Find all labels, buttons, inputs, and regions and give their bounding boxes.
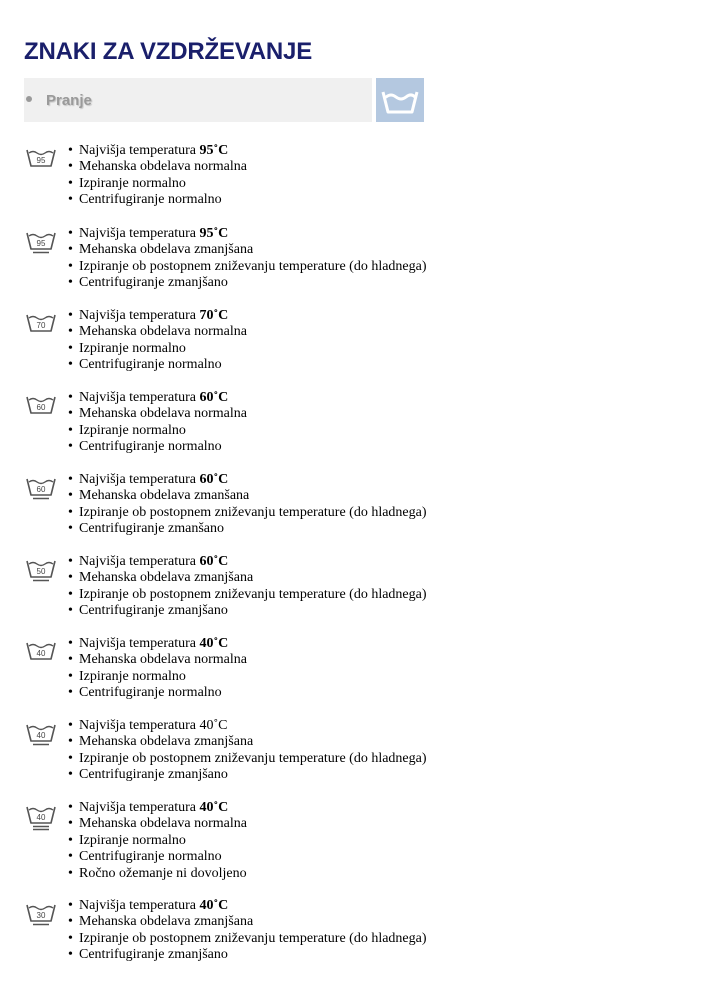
care-instruction-item (68, 652, 247, 668)
care-instruction-item (68, 439, 247, 455)
instruction-text: Izpiranje ob postopnem zniževanju temperature (do hladnega) (79, 586, 427, 602)
temperature-value: 95˚C (199, 226, 229, 241)
care-instruction-item (68, 767, 427, 783)
wash-temperature-label: 95 (36, 156, 46, 165)
care-instruction-item (68, 226, 427, 242)
instruction-text: Izpiranje normalno (79, 340, 186, 356)
care-instruction-item (68, 488, 427, 504)
instruction-text: Mehanska obdelava zmanjšana (79, 914, 254, 930)
wash-temperature-label: 40 (36, 649, 46, 658)
care-instruction-item (68, 685, 247, 701)
care-instruction-item (68, 587, 427, 603)
instruction-text: Mehanska obdelava zmanjšana (79, 570, 254, 586)
care-instruction-item (68, 669, 247, 685)
care-instruction-item (68, 570, 427, 586)
instruction-text: Centrifugiranje normalno (79, 192, 222, 208)
instruction-text: Izpiranje ob postopnem zniževanju temperature (do hladnega) (79, 930, 427, 946)
care-instruction-item (68, 406, 247, 422)
instruction-text: Izpiranje ob postopnem zniževanju temperature (do hladnega) (79, 258, 427, 274)
instruction-text: Najvišja temperatura (79, 636, 200, 651)
care-instruction-item (68, 849, 247, 865)
washtub-icon (376, 78, 424, 122)
section-label: Pranje (46, 91, 92, 109)
care-instructions-list (68, 472, 427, 538)
instruction-text: Najvišja temperatura (79, 390, 200, 405)
care-instruction-item (68, 423, 247, 439)
instruction-text: Izpiranje normalno (79, 422, 186, 438)
instruction-text: Mehanska obdelava normalna (79, 816, 247, 832)
care-instruction-item (68, 603, 427, 619)
instruction-text: Najvišja temperatura (79, 143, 200, 158)
care-instruction-item (68, 866, 247, 882)
care-instructions-list (68, 143, 247, 209)
care-instruction-item (68, 505, 427, 521)
wash-symbol-icon (25, 721, 57, 747)
care-instruction-item (68, 521, 427, 537)
instruction-text: Centrifugiranje normalno (79, 685, 222, 701)
care-instruction-item (68, 800, 247, 816)
temperature-value: 40˚C (199, 636, 229, 651)
wash-temperature-label: 60 (36, 403, 46, 412)
care-instruction-item (68, 324, 247, 340)
care-instruction-item (68, 341, 247, 357)
section-banner-pranje (24, 78, 372, 122)
wash-temperature-label: 95 (36, 239, 46, 248)
wash-symbol-icon (25, 901, 57, 927)
care-instruction-item (68, 275, 427, 291)
wash-temperature-label: 40 (36, 731, 46, 740)
care-instruction-item (68, 816, 247, 832)
instruction-text: Mehanska obdelava normalna (79, 652, 247, 668)
instruction-text: Centrifugiranje normalno (79, 849, 222, 865)
temperature-value: 40˚C (199, 898, 229, 913)
wash-symbol-icon (25, 146, 57, 172)
wash-symbol-icon (25, 475, 57, 501)
instruction-text: Ročno ožemanje ni dovoljeno (79, 865, 247, 881)
instruction-text: Najvišja temperatura (79, 308, 200, 323)
instruction-text: Najvišja temperatura 40˚C (79, 718, 228, 733)
wash-symbol-icon (25, 393, 57, 419)
care-instructions-list (68, 718, 427, 784)
temperature-value: 40˚C (199, 800, 229, 815)
instruction-text: Najvišja temperatura (79, 800, 200, 815)
wash-symbol-icon (25, 803, 57, 829)
care-instruction-item (68, 176, 247, 192)
instruction-text: Najvišja temperatura (79, 472, 200, 487)
instruction-text: Centrifugiranje zmanjšano (79, 947, 228, 963)
instruction-text: Centrifugiranje normalno (79, 439, 222, 455)
care-instructions-list (68, 800, 247, 882)
wash-temperature-label: 40 (36, 813, 46, 822)
instruction-text: Centrifugiranje zmanšano (79, 521, 225, 537)
instruction-text: Mehanska obdelava zmanšana (79, 488, 250, 504)
care-instructions-list (68, 390, 247, 456)
instruction-text: Mehanska obdelava zmanjšana (79, 242, 254, 258)
temperature-value: 60˚C (199, 390, 229, 405)
temperature-value: 60˚C (199, 554, 229, 569)
instruction-text: Izpiranje normalno (79, 175, 186, 191)
instruction-text: Izpiranje normalno (79, 832, 186, 848)
care-instructions-list (68, 308, 247, 374)
care-instruction-item (68, 390, 247, 406)
instruction-text: Izpiranje ob postopnem zniževanju temperature (do hladnega) (79, 504, 427, 520)
wash-symbol-icon (25, 229, 57, 255)
wash-symbol-icon (25, 557, 57, 583)
care-instructions-list (68, 898, 427, 964)
care-instructions-list (68, 636, 247, 702)
temperature-value: 95˚C (199, 143, 229, 158)
care-instruction-item (68, 308, 247, 324)
instruction-text: Mehanska obdelava normalna (79, 159, 247, 175)
instruction-text: Centrifugiranje zmanjšano (79, 767, 228, 783)
care-instruction-item (68, 472, 427, 488)
care-instruction-item (68, 751, 427, 767)
care-instructions-list (68, 226, 427, 292)
instruction-text: Najvišja temperatura (79, 898, 200, 913)
care-instruction-item (68, 357, 247, 373)
instruction-text: Centrifugiranje zmanjšano (79, 275, 228, 291)
instruction-text: Najvišja temperatura (79, 554, 200, 569)
wash-symbol-icon (25, 639, 57, 665)
care-instruction-item (68, 143, 247, 159)
wash-symbol-icon (25, 311, 57, 337)
instruction-text: Centrifugiranje normalno (79, 357, 222, 373)
care-instruction-item (68, 192, 247, 208)
care-instruction-item (68, 833, 247, 849)
care-instruction-item (68, 931, 427, 947)
care-instruction-item (68, 914, 427, 930)
wash-temperature-label: 60 (36, 485, 46, 494)
care-instruction-item (68, 242, 427, 258)
care-instruction-item (68, 554, 427, 570)
instruction-text: Najvišja temperatura (79, 226, 200, 241)
care-instruction-item (68, 636, 247, 652)
page-title: ZNAKI ZA VZDRŽEVANJE (24, 38, 313, 65)
care-instruction-item (68, 718, 427, 734)
instruction-text: Mehanska obdelava normalna (79, 324, 247, 340)
wash-temperature-label: 30 (36, 911, 46, 920)
temperature-value: 60˚C (199, 472, 229, 487)
instruction-text: Izpiranje normalno (79, 668, 186, 684)
instruction-text: Mehanska obdelava zmanjšana (79, 734, 254, 750)
instruction-text: Centrifugiranje zmanjšano (79, 603, 228, 619)
temperature-value: 70˚C (199, 308, 229, 323)
care-instruction-item (68, 898, 427, 914)
wash-temperature-label: 70 (36, 321, 46, 330)
instruction-text: Mehanska obdelava normalna (79, 406, 247, 422)
bullet-dot-icon (26, 96, 32, 102)
care-instructions-list (68, 554, 427, 620)
care-instruction-item (68, 734, 427, 750)
instruction-text: Izpiranje ob postopnem zniževanju temperature (do hladnega) (79, 750, 427, 766)
care-instruction-item (68, 159, 247, 175)
care-instruction-item (68, 259, 427, 275)
care-instruction-item (68, 947, 427, 963)
wash-temperature-label: 50 (36, 567, 46, 576)
